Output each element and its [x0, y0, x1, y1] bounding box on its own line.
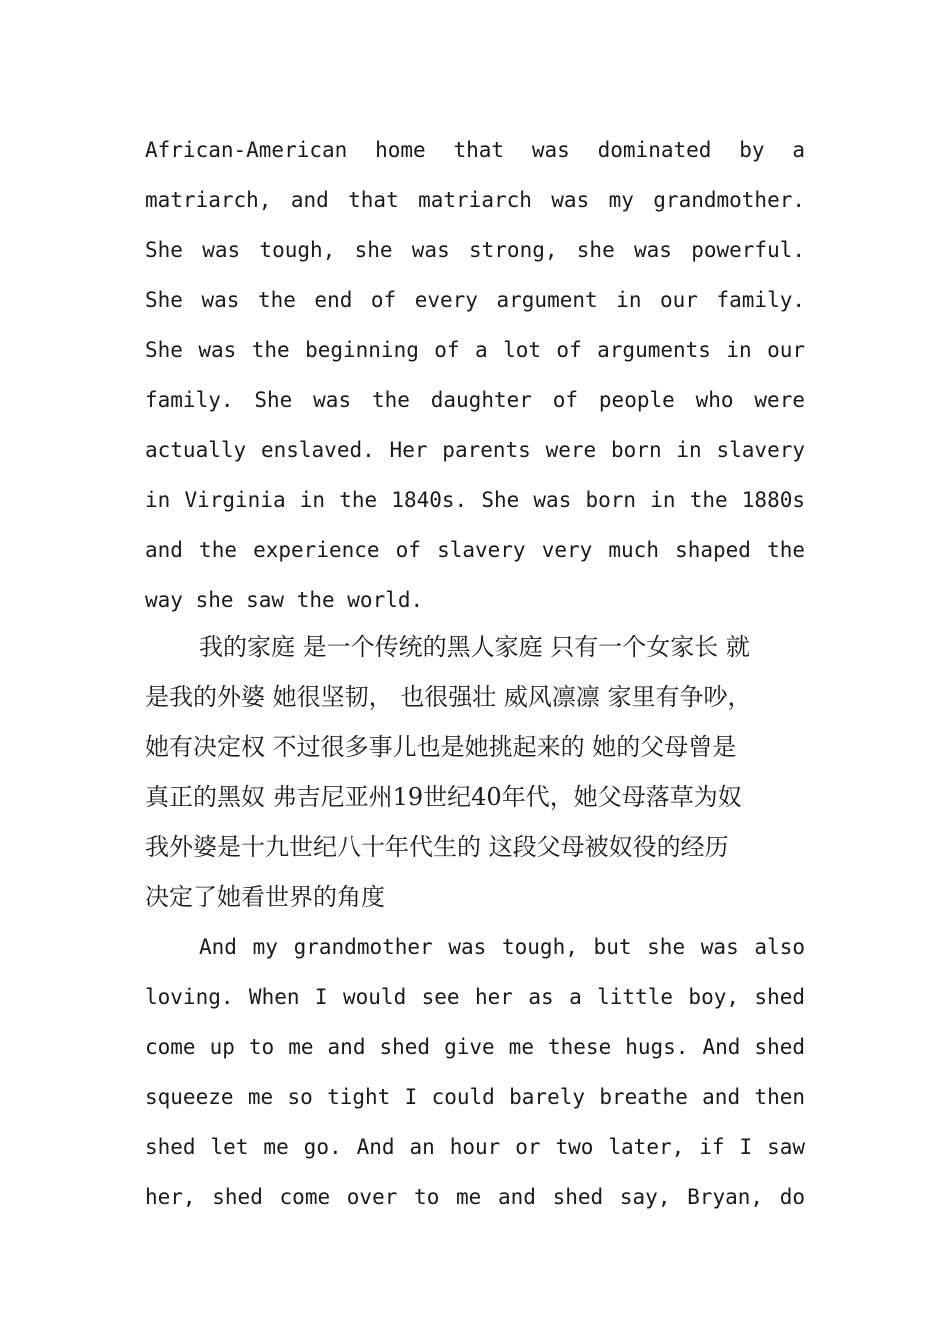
text-line: 她有决定权 不过很多事儿也是她挑起来的 她的父母曾是	[145, 733, 737, 761]
text-line: 我外婆是十九世纪八十年代生的 这段父母被奴役的经历	[145, 833, 729, 861]
text-line: 我的家庭 是一个传统的黑人家庭 只有一个女家长 就	[199, 633, 750, 661]
text-line: 是我的外婆 她很坚韧， 也很强壮 威风凛凛 家里有争吵，	[145, 683, 752, 711]
text-line: matriarch, and that matriarch was my grandmother.	[145, 188, 805, 212]
text-line: in Virginia in the 1840s. She was born in the 1880s	[145, 488, 805, 512]
text-line: 决定了她看世界的角度	[145, 883, 385, 911]
text-line: family. She was the daughter of people who were	[145, 388, 805, 412]
text-line: She was the end of every argument in our family.	[145, 288, 805, 312]
text-line: her, shed come over to me and shed say, Bryan, do	[145, 1185, 805, 1209]
text-line: actually enslaved. Her parents were born in slavery	[145, 438, 805, 462]
text-line: and the experience of slavery very much shaped the	[145, 538, 805, 562]
text-line: shed let me go. And an hour or two later, if I saw	[145, 1135, 805, 1159]
english-paragraph-2	[145, 922, 805, 1222]
text-line: squeeze me so tight I could barely breathe and then	[145, 1085, 805, 1109]
text-line: loving. When I would see her as a little boy, shed	[145, 985, 805, 1009]
text-line: way she saw the world.	[145, 588, 424, 612]
text-line: She was the beginning of a lot of arguments in our	[145, 338, 805, 362]
text-line: come up to me and shed give me these hugs. And shed	[145, 1035, 805, 1059]
chinese-paragraph	[145, 622, 805, 922]
text-line: She was tough, she was strong, she was powerful.	[145, 238, 805, 262]
text-line: And my grandmother was tough, but she was also	[199, 935, 805, 959]
english-paragraph-1	[145, 125, 805, 625]
text-line: 真正的黑奴 弗吉尼亚州19世纪40年代，她父母落草为奴	[145, 783, 742, 811]
text-line: African-American home that was dominated by a	[145, 138, 805, 162]
